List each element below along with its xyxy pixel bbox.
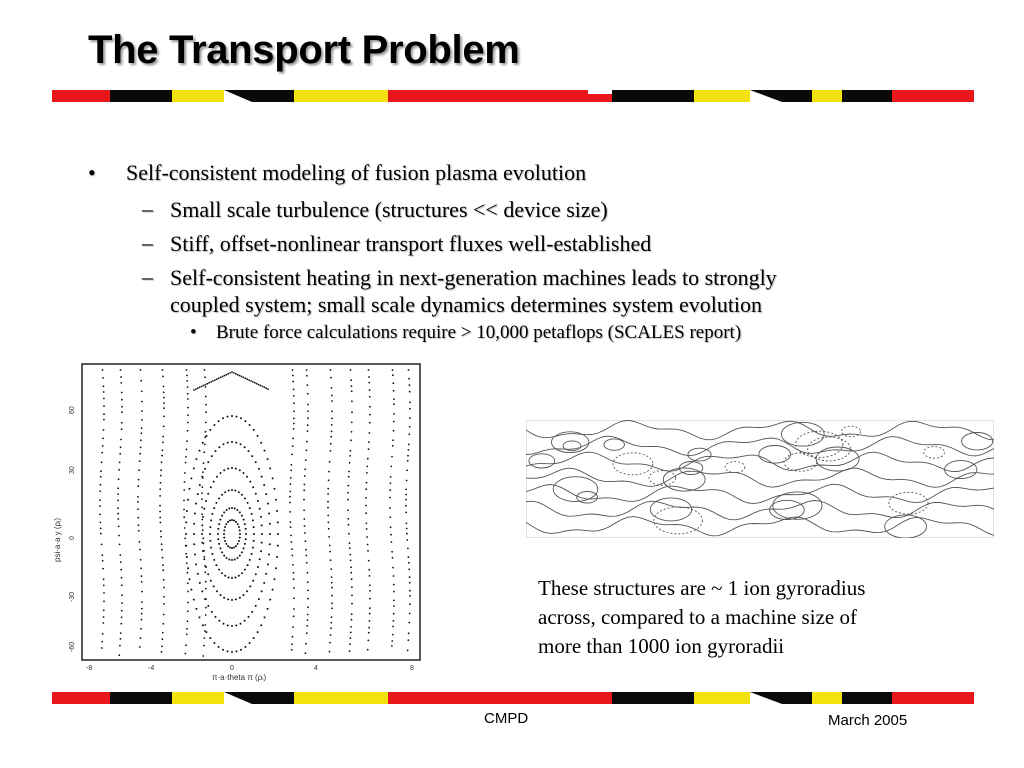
sub-bullet-text-cont: coupled system; small scale dynamics determines system evolution (170, 292, 763, 317)
x-tick: 0 (230, 665, 234, 672)
turbulence-contour-image (526, 420, 994, 538)
y-tick: -60 (69, 641, 76, 652)
sub-sub-bullet-text: Brute force calculations require > 10,000 petaflops (SCALES report) (216, 322, 742, 343)
bullet-icon: • (88, 160, 96, 185)
poincare-plot-image (44, 362, 424, 682)
plot-xlabel: π·a·theta π (ρᵢ) (212, 673, 267, 682)
sub-bullet-text: Small scale turbulence (structures << device size) (170, 197, 608, 222)
slide-title: The Transport Problem (88, 28, 520, 72)
footer-center: CMPD (484, 710, 529, 727)
bullet-text: Self-consistent modeling of fusion plasma evolution (126, 160, 587, 185)
x-tick: -8 (86, 665, 93, 672)
dash-icon: – (142, 230, 153, 255)
decorative-stripe-top (52, 90, 974, 102)
x-tick: 4 (314, 665, 318, 672)
caption-text: These structures are ~ 1 ion gyroradius across, compared to a machine size of more than 1000 ion gyroradii (538, 576, 866, 658)
plot-ylabel: psi·a·a y (ρᵢ) (53, 517, 62, 562)
dash-icon: – (142, 196, 153, 221)
plot-yticks (69, 406, 76, 652)
plot-xticks (86, 665, 414, 672)
sub-bullet-text: Self-consistent heating in next-generation machines leads to strongly (170, 265, 777, 290)
y-tick: 0 (69, 536, 76, 540)
sub-bullet-text: Stiff, offset-nonlinear transport fluxes well-established (170, 231, 652, 256)
x-tick: 8 (410, 665, 414, 672)
decorative-stripe-bottom (52, 692, 974, 704)
y-tick: -30 (69, 591, 76, 602)
y-tick: 30 (69, 466, 76, 474)
x-tick: -4 (148, 665, 155, 672)
bullet-icon: • (190, 322, 197, 343)
dash-icon: – (142, 264, 153, 289)
y-tick: 60 (69, 406, 76, 414)
footer-date: March 2005 (828, 712, 908, 729)
